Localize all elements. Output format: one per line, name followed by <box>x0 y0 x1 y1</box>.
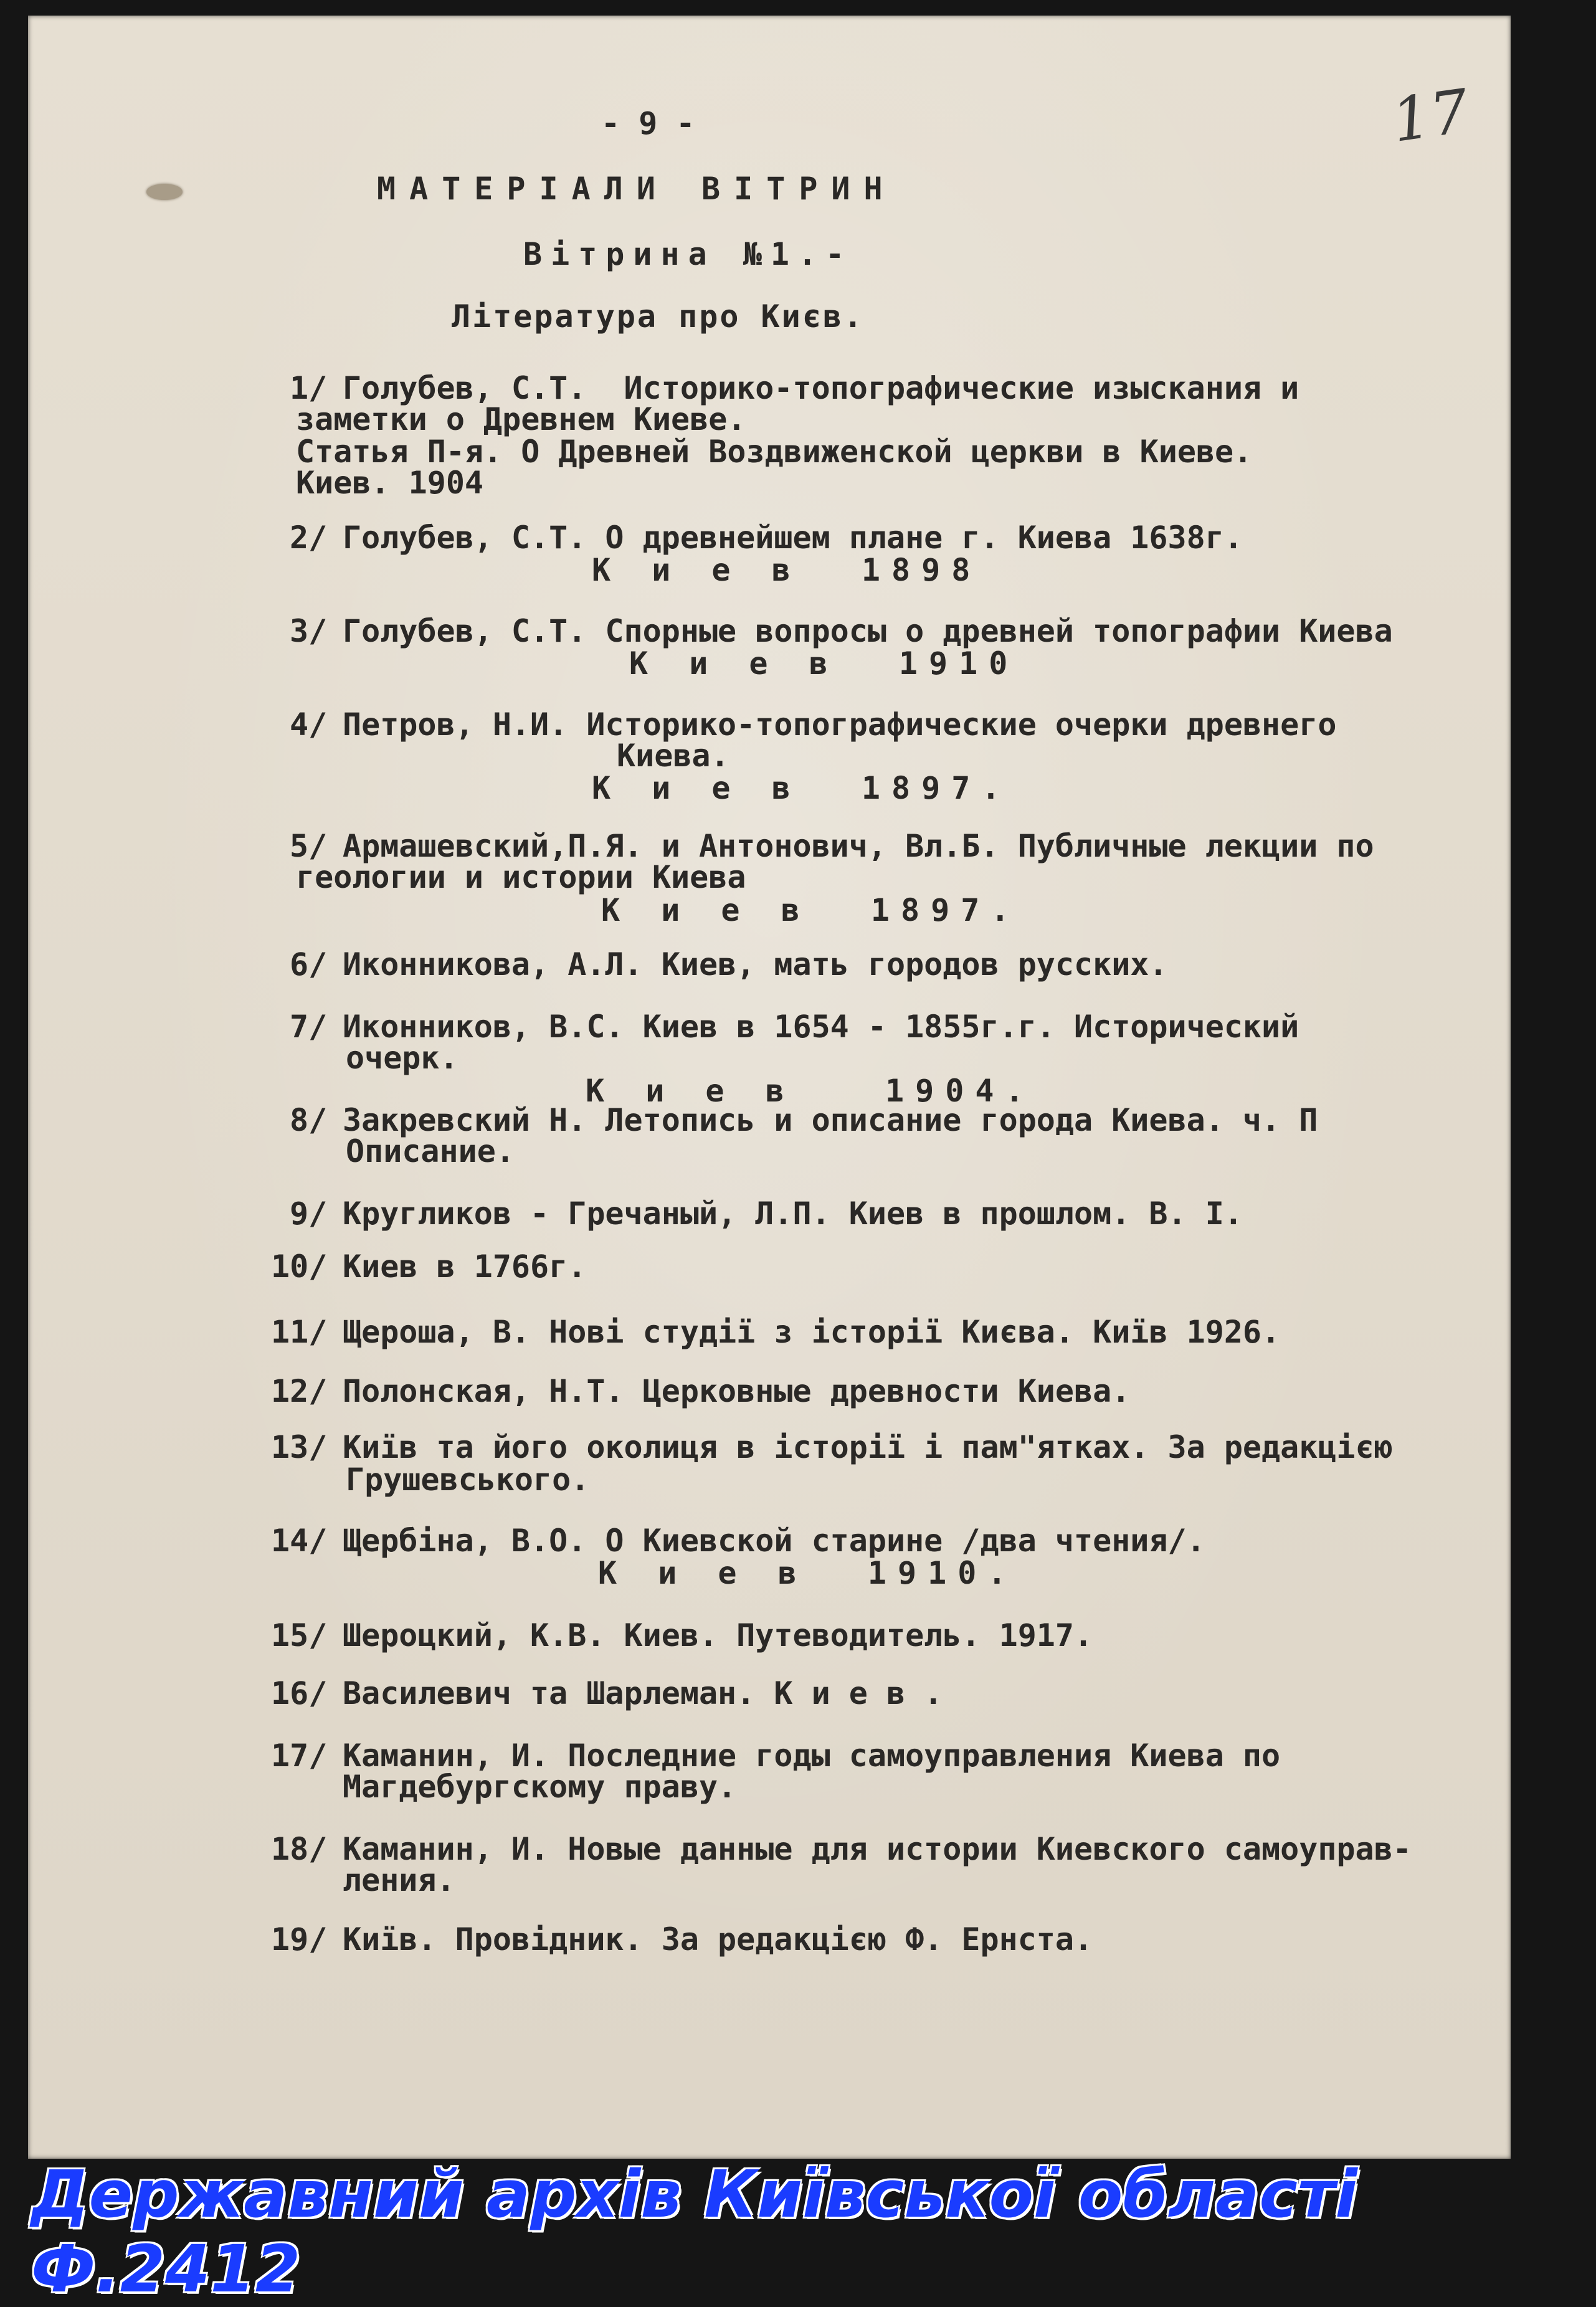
entry-line: Описание. <box>346 1133 515 1169</box>
entry-line: Киев. 1904 <box>296 465 484 501</box>
entry-line: Закревский Н. Летопись и описание города Киева. ч. П <box>343 1102 1318 1138</box>
entry-line: Кругликов - Гречаный, Л.П. Киев в прошлом. В. I. <box>343 1196 1243 1232</box>
entry-number: 5/ <box>290 828 328 864</box>
entry-number: 12/ <box>271 1373 328 1409</box>
entry-line: К и е в 1910 <box>629 645 1019 682</box>
entry-line: Киева. <box>617 738 729 774</box>
entry-line: К и е в 1897. <box>592 770 1012 806</box>
entry-line: К и е в 1898 <box>592 552 982 588</box>
entry-line: Армашевский,П.Я. и Антонович, Вл.Б. Публичные лекции по <box>343 828 1374 864</box>
entry-line: Киев в 1766г. <box>343 1249 587 1285</box>
entry-line: Василевич та Шарлеман. К и е в . <box>343 1675 943 1711</box>
entry-number: 13/ <box>271 1429 328 1465</box>
entry-line: К и е в 1904. <box>586 1073 1035 1109</box>
entry-line: Голубев, С.Т. О древнейшем плане г. Киева 1638г. <box>343 520 1243 556</box>
entry-number: 16/ <box>271 1675 328 1711</box>
entry-line: К и е в 1897. <box>601 892 1021 928</box>
archive-caption: Державний архів Київської області Ф.2412 <box>31 2156 1357 2307</box>
entry-number: 15/ <box>271 1617 328 1653</box>
entry-line: Иконников, В.С. Киев в 1654 - 1855г.г. Исторический <box>343 1009 1299 1045</box>
entry-line: Щербіна, В.О. О Киевской старине /два чтения/. <box>343 1523 1205 1559</box>
entry-line: очерк. <box>346 1040 458 1076</box>
entry-number: 7/ <box>290 1009 328 1045</box>
page-number: - 9 - <box>601 105 695 141</box>
entry-line: геологии и истории Киева <box>296 859 746 895</box>
section-heading: Література про Києв. <box>452 298 865 335</box>
entry-line: Статья П-я. О Древней Воздвиженской церкви в Киеве. <box>296 434 1253 470</box>
entry-number: 18/ <box>271 1831 328 1867</box>
entry-number: 6/ <box>290 946 328 982</box>
entry-line: Каманин, И. Новые данные для истории Киевского самоуправ- <box>343 1831 1412 1867</box>
entry-line: Иконникова, А.Л. Киев, мать городов русских. <box>343 946 1168 982</box>
entry-number: 9/ <box>290 1196 328 1232</box>
entry-line: Магдебургскому праву. <box>343 1769 737 1805</box>
entry-number: 17/ <box>271 1738 328 1774</box>
entry-number: 2/ <box>290 520 328 556</box>
entry-line: Полонская, Н.Т. Церковные древности Киева. <box>343 1373 1131 1409</box>
entry-line: заметки о Древнем Киеве. <box>296 401 746 437</box>
punch-hole-mark <box>146 184 183 200</box>
entry-line: Петров, Н.И. Историко-топографические очерки древнего <box>343 706 1337 743</box>
entry-line: Каманин, И. Последние годы самоуправления Киева по <box>343 1738 1281 1774</box>
handwritten-page-number: 17 <box>1387 76 1473 156</box>
entry-number: 10/ <box>271 1249 328 1285</box>
entry-number: 4/ <box>290 706 328 743</box>
entry-number: 11/ <box>271 1314 328 1350</box>
archival-document-page <box>28 16 1511 2159</box>
entry-number: 19/ <box>271 1921 328 1957</box>
entry-line: Київ. Провідник. За редакцією Ф. Ернста. <box>343 1921 1093 1957</box>
entry-line: Голубев, С.Т. Историко-топографические изыскания и <box>343 370 1299 406</box>
entry-line: Щероша, В. Нові студії з історії Києва. Київ 1926. <box>343 1314 1281 1350</box>
entry-line: К и е в 1910. <box>598 1555 1018 1591</box>
entry-number: 1/ <box>290 370 328 406</box>
entry-number: 14/ <box>271 1523 328 1559</box>
entry-line: Голубев, С.Т. Спорные вопросы о древней топографии Киева <box>343 613 1393 649</box>
document-title: МАТЕРІАЛИ ВІТРИН <box>377 171 896 207</box>
entry-line: Грушевського. <box>346 1462 590 1498</box>
entry-line: Київ та його околиця в історії і пам"ятках. За редакцією <box>343 1429 1393 1465</box>
entry-number: 3/ <box>290 613 328 649</box>
document-subtitle: Вітрина №1.- <box>523 236 853 272</box>
entry-line: ления. <box>343 1862 455 1898</box>
entry-number: 8/ <box>290 1102 328 1138</box>
entry-line: Шероцкий, К.В. Киев. Путеводитель. 1917. <box>343 1617 1093 1653</box>
